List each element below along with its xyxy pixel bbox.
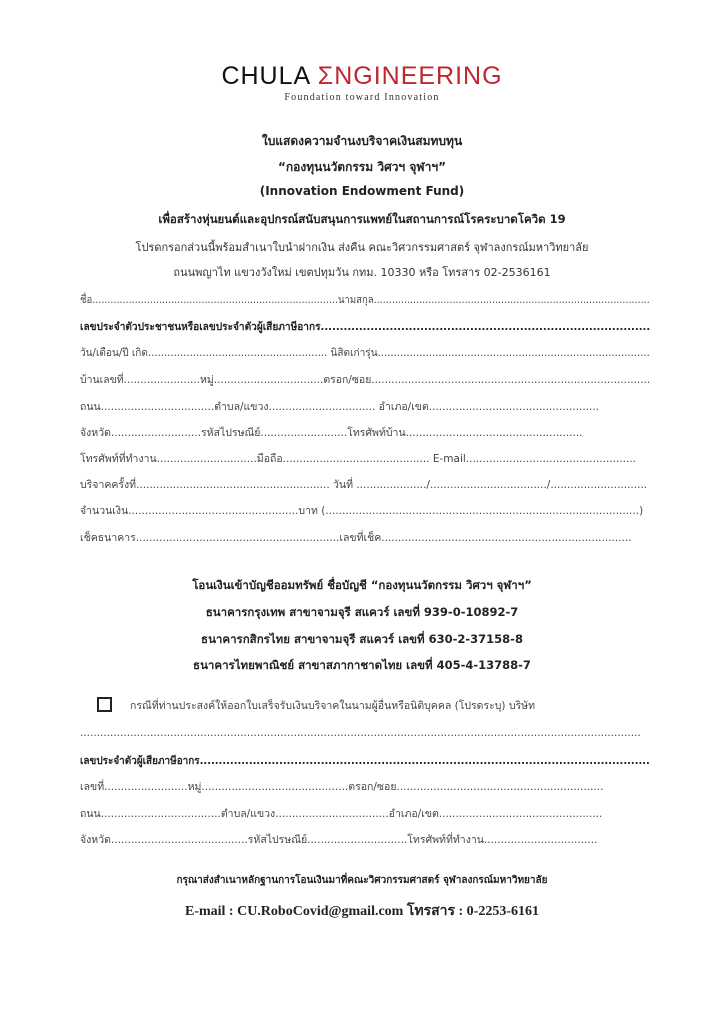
bank-transfer-title: โอนเงินเข้าบัญชีออมทรัพย์ ชื่อบัญชี “กองทุนนวัตกรรม วิศวฯ จุฬาฯ” bbox=[192, 578, 532, 592]
instructions-line-1: โปรดกรอกส่วนนี้พร้อมสำเนาใบนำฝากเงิน ส่งคืน คณะวิศวกรรมศาสตร์ จุฬาลงกรณ์มหาวิทยาลัย bbox=[135, 241, 589, 254]
amount-field-row[interactable]: จำนวนเงิน...................................................บาท (..............................................................................................) bbox=[80, 505, 644, 517]
logo-text-engineering: ΣNGINEERING bbox=[317, 62, 503, 90]
receipt-other-name-checkbox[interactable] bbox=[97, 697, 112, 712]
logo-text-chula: CHULA bbox=[221, 62, 318, 90]
instructions-line-2: ถนนพญาไท แขวงวังใหม่ เขตปทุมวัน กทม. 10330 หรือ โทรสาร 02-2536161 bbox=[173, 266, 551, 279]
receipt-tax-id-field-row[interactable]: เลขประจำตัวผู้เสียภาษีอากร....................................................................................................................... bbox=[80, 755, 650, 767]
address-field-row[interactable]: บ้านเลขที่.......................หมู่.................................ตรอก/ซอย.................................................................................... bbox=[80, 374, 651, 386]
fund-english-name: (Innovation Endowment Fund) bbox=[259, 184, 465, 198]
form-title: ใบแสดงความจำนงบริจาคเงินสมทบทุน bbox=[261, 134, 463, 148]
phone-field-row[interactable]: โทรศัพท์ที่ทำงาน..............................มือถือ............................................ E-mail................................................... bbox=[80, 453, 637, 465]
cheque-field-row[interactable]: เช็คธนาคาร.............................................................เลขที่เช็ค........................................................................... bbox=[80, 532, 632, 544]
company-name-field[interactable]: ........................................................................................................................................................................ bbox=[80, 727, 641, 739]
logo-tagline: Foundation toward Innovation bbox=[284, 92, 440, 103]
purpose-heading: เพื่อสร้างหุ่นยนต์และอุปกรณ์สนับสนุนการแพทย์ในสถานการณ์โรคระบาดโควิด 19 bbox=[158, 212, 566, 226]
name-field-row[interactable]: ชื่อ.................................................................................นามสกุล........................................................................................... bbox=[80, 294, 650, 306]
bank-account-scb: ธนาคารไทยพาณิชย์ สาขาสภากาชาดไทย เลขที่ 405-4-13788-7 bbox=[193, 658, 531, 672]
bank-account-bangkok: ธนาคารกรุงเทพ สาขาจามจุรี สแควร์ เลขที่ 939-0-10892-7 bbox=[205, 605, 519, 619]
receipt-road-field-row[interactable]: ถนน....................................ตำบล/แขวง..................................อำเภอ/เขต................................................. bbox=[80, 808, 603, 820]
road-field-row[interactable]: ถนน..................................ตำบล/แขวง................................ อำเภอ/เขต................................................... bbox=[80, 401, 600, 413]
province-field-row[interactable]: จังหวัด...........................รหัสไปรษณีย์..........................โทรศัพท์บ้าน..................................................... bbox=[80, 427, 583, 439]
donation-date-field-row[interactable]: บริจาคครั้งที่.......................................................... วันที่ ...................../.................................../............................. bbox=[80, 479, 648, 491]
receipt-address-field-row[interactable]: เลขที่.........................หมู่............................................ตรอก/ซอย.............................................................. bbox=[80, 781, 604, 793]
birthdate-field-row[interactable]: วัน/เดือน/ปี เกิด........................................................ นิสิตเก่ารุ่น..................................................................................... bbox=[80, 347, 650, 359]
receipt-other-name-label: กรณีที่ท่านประสงค์ให้ออกใบเสร็จรับเงินบริจาคในนามผู้อื่นหรือนิติบุคคล (โปรดระบุ) บริษัท bbox=[130, 700, 536, 712]
bank-account-kasikorn: ธนาคารกสิกรไทย สาขาจามจุรี สแควร์ เลขที่ 630-2-37158-8 bbox=[201, 632, 523, 646]
chula-engineering-logo bbox=[0, 62, 724, 91]
send-proof-note: กรุณาส่งสำเนาหลักฐานการโอนเงินมาที่คณะวิศวกรรมศาสตร์ จุฬาลงกรณ์มหาวิทยาลัย bbox=[176, 875, 548, 886]
fund-name: “กองทุนนวัตกรรม วิศวฯ จุฬาฯ” bbox=[278, 160, 446, 174]
receipt-province-field-row[interactable]: จังหวัด.........................................รหัสไปรษณีย์..............................โทรศัพท์ที่ทำงาน.................................. bbox=[80, 834, 598, 846]
id-number-field-row[interactable]: เลขประจำตัวประชาชนหรือเลขประจำตัวผู้เสียภาษีอากร...................................................................................... bbox=[80, 321, 651, 333]
contact-email-fax: E-mail : CU.RoboCovid@gmail.com โทรสาร : 0-2253-6161 bbox=[184, 904, 540, 919]
